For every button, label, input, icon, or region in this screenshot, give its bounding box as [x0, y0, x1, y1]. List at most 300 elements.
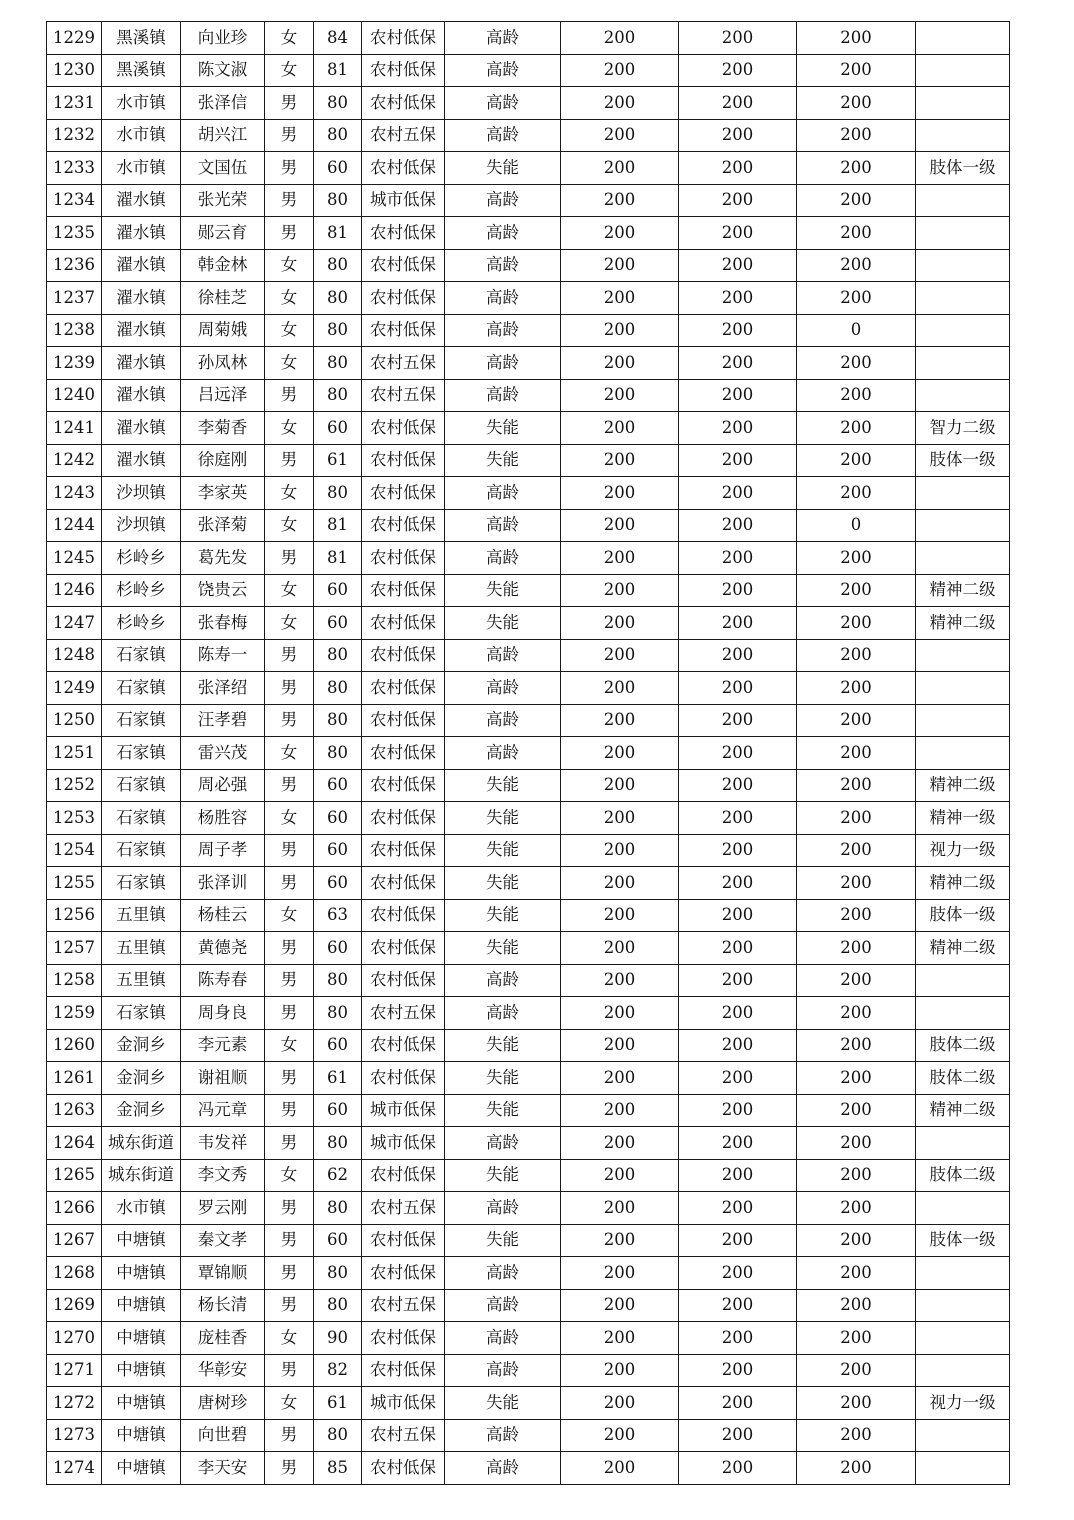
amount-cell-3: 200 — [797, 1094, 916, 1127]
sex-cell: 男 — [265, 1419, 314, 1452]
age-cell: 81 — [314, 217, 362, 250]
town-cell: 沙坝镇 — [102, 509, 181, 542]
amount-cell-3: 200 — [797, 119, 916, 152]
amount-cell-2: 200 — [679, 1094, 797, 1127]
table-row — [47, 1062, 1010, 1095]
row-number-cell: 1268 — [47, 1257, 102, 1290]
table-row — [47, 932, 1010, 965]
subsidy-type-cell: 失能 — [445, 1224, 561, 1257]
subsidy-type-cell: 高龄 — [445, 184, 561, 217]
disability-note-cell — [916, 347, 1010, 380]
town-cell: 城东街道 — [102, 1127, 181, 1160]
name-cell: 张泽训 — [181, 867, 265, 900]
assistance-category-cell: 农村低保 — [362, 1257, 445, 1290]
table-row — [47, 87, 1010, 120]
age-cell: 80 — [314, 1257, 362, 1290]
disability-note-cell — [916, 1452, 1010, 1485]
table-row — [47, 867, 1010, 900]
disability-note-cell — [916, 997, 1010, 1030]
subsidy-type-cell: 高龄 — [445, 217, 561, 250]
amount-cell-1: 200 — [561, 672, 679, 705]
age-cell: 80 — [314, 87, 362, 120]
age-cell: 80 — [314, 672, 362, 705]
name-cell: 雷兴茂 — [181, 737, 265, 770]
sex-cell: 男 — [265, 444, 314, 477]
age-cell: 60 — [314, 834, 362, 867]
amount-cell-1: 200 — [561, 509, 679, 542]
amount-cell-3: 200 — [797, 932, 916, 965]
disability-note-cell — [916, 964, 1010, 997]
amount-cell-1: 200 — [561, 1094, 679, 1127]
table-row — [47, 1192, 1010, 1225]
sex-cell: 女 — [265, 1387, 314, 1420]
amount-cell-2: 200 — [679, 1029, 797, 1062]
age-cell: 60 — [314, 152, 362, 185]
subsidy-type-cell: 高龄 — [445, 477, 561, 510]
assistance-category-cell: 农村低保 — [362, 22, 445, 55]
amount-cell-1: 200 — [561, 1192, 679, 1225]
amount-cell-3: 200 — [797, 899, 916, 932]
amount-cell-3: 200 — [797, 542, 916, 575]
assistance-category-cell: 农村低保 — [362, 1062, 445, 1095]
row-number-cell: 1270 — [47, 1322, 102, 1355]
amount-cell-1: 200 — [561, 899, 679, 932]
assistance-category-cell: 农村低保 — [362, 282, 445, 315]
sex-cell: 男 — [265, 1452, 314, 1485]
age-cell: 80 — [314, 1419, 362, 1452]
town-cell: 石家镇 — [102, 639, 181, 672]
name-cell: 杨桂云 — [181, 899, 265, 932]
row-number-cell: 1241 — [47, 412, 102, 445]
amount-cell-2: 200 — [679, 1257, 797, 1290]
sex-cell: 女 — [265, 22, 314, 55]
name-cell: 陈文淑 — [181, 54, 265, 87]
name-cell: 秦文孝 — [181, 1224, 265, 1257]
amount-cell-1: 200 — [561, 1322, 679, 1355]
row-number-cell: 1231 — [47, 87, 102, 120]
subsidy-type-cell: 失能 — [445, 412, 561, 445]
amount-cell-1: 200 — [561, 932, 679, 965]
amount-cell-1: 200 — [561, 542, 679, 575]
subsidy-type-cell: 高龄 — [445, 997, 561, 1030]
name-cell: 李菊香 — [181, 412, 265, 445]
disability-note-cell — [916, 1354, 1010, 1387]
assistance-category-cell: 农村低保 — [362, 899, 445, 932]
disability-note-cell: 视力一级 — [916, 834, 1010, 867]
subsidy-type-cell: 高龄 — [445, 737, 561, 770]
name-cell: 杨胜容 — [181, 802, 265, 835]
table-row — [47, 217, 1010, 250]
assistance-category-cell: 农村低保 — [362, 867, 445, 900]
age-cell: 60 — [314, 802, 362, 835]
age-cell: 60 — [314, 1224, 362, 1257]
disability-note-cell — [916, 249, 1010, 282]
name-cell: 周身良 — [181, 997, 265, 1030]
row-number-cell: 1236 — [47, 249, 102, 282]
assistance-category-cell: 农村低保 — [362, 607, 445, 640]
disability-note-cell: 精神一级 — [916, 802, 1010, 835]
row-number-cell: 1250 — [47, 704, 102, 737]
table-row — [47, 607, 1010, 640]
amount-cell-1: 200 — [561, 1354, 679, 1387]
row-number-cell: 1247 — [47, 607, 102, 640]
amount-cell-1: 200 — [561, 87, 679, 120]
row-number-cell: 1255 — [47, 867, 102, 900]
sex-cell: 女 — [265, 509, 314, 542]
sex-cell: 女 — [265, 1029, 314, 1062]
assistance-category-cell: 农村低保 — [362, 1224, 445, 1257]
table-row — [47, 574, 1010, 607]
name-cell: 韩金林 — [181, 249, 265, 282]
row-number-cell: 1271 — [47, 1354, 102, 1387]
row-number-cell: 1244 — [47, 509, 102, 542]
amount-cell-2: 200 — [679, 607, 797, 640]
amount-cell-1: 200 — [561, 802, 679, 835]
age-cell: 60 — [314, 574, 362, 607]
row-number-cell: 1269 — [47, 1289, 102, 1322]
amount-cell-3: 200 — [797, 1419, 916, 1452]
disability-note-cell: 肢体一级 — [916, 444, 1010, 477]
sex-cell: 男 — [265, 87, 314, 120]
table-row — [47, 1452, 1010, 1485]
assistance-category-cell: 农村五保 — [362, 379, 445, 412]
table-row — [47, 1127, 1010, 1160]
amount-cell-3: 200 — [797, 1289, 916, 1322]
disability-note-cell — [916, 314, 1010, 347]
town-cell: 五里镇 — [102, 964, 181, 997]
amount-cell-1: 200 — [561, 867, 679, 900]
name-cell: 胡兴江 — [181, 119, 265, 152]
name-cell: 徐桂芝 — [181, 282, 265, 315]
amount-cell-1: 200 — [561, 1419, 679, 1452]
row-number-cell: 1256 — [47, 899, 102, 932]
row-number-cell: 1257 — [47, 932, 102, 965]
name-cell: 李文秀 — [181, 1159, 265, 1192]
subsidy-type-cell: 高龄 — [445, 1322, 561, 1355]
row-number-cell: 1249 — [47, 672, 102, 705]
table-row — [47, 1322, 1010, 1355]
town-cell: 石家镇 — [102, 997, 181, 1030]
assistance-category-cell: 农村低保 — [362, 802, 445, 835]
amount-cell-3: 200 — [797, 54, 916, 87]
amount-cell-3: 200 — [797, 152, 916, 185]
row-number-cell: 1229 — [47, 22, 102, 55]
amount-cell-2: 200 — [679, 802, 797, 835]
table-row — [47, 347, 1010, 380]
sex-cell: 女 — [265, 54, 314, 87]
amount-cell-3: 200 — [797, 1257, 916, 1290]
amount-cell-3: 200 — [797, 574, 916, 607]
row-number-cell: 1274 — [47, 1452, 102, 1485]
amount-cell-1: 200 — [561, 184, 679, 217]
name-cell: 黄德尧 — [181, 932, 265, 965]
disability-note-cell: 肢体一级 — [916, 152, 1010, 185]
subsidy-type-cell: 失能 — [445, 1387, 561, 1420]
amount-cell-3: 200 — [797, 834, 916, 867]
assistance-category-cell: 农村低保 — [362, 672, 445, 705]
row-number-cell: 1234 — [47, 184, 102, 217]
subsidy-type-cell: 高龄 — [445, 672, 561, 705]
row-number-cell: 1263 — [47, 1094, 102, 1127]
disability-note-cell — [916, 737, 1010, 770]
amount-cell-3: 200 — [797, 379, 916, 412]
amount-cell-3: 200 — [797, 1029, 916, 1062]
row-number-cell: 1230 — [47, 54, 102, 87]
assistance-category-cell: 农村低保 — [362, 932, 445, 965]
sex-cell: 男 — [265, 152, 314, 185]
disability-note-cell: 肢体二级 — [916, 1029, 1010, 1062]
sex-cell: 女 — [265, 802, 314, 835]
amount-cell-2: 200 — [679, 1289, 797, 1322]
name-cell: 李家英 — [181, 477, 265, 510]
town-cell: 中塘镇 — [102, 1289, 181, 1322]
amount-cell-2: 200 — [679, 997, 797, 1030]
amount-cell-1: 200 — [561, 444, 679, 477]
amount-cell-1: 200 — [561, 1289, 679, 1322]
amount-cell-1: 200 — [561, 54, 679, 87]
assistance-category-cell: 农村低保 — [362, 87, 445, 120]
subsidy-type-cell: 失能 — [445, 574, 561, 607]
subsidy-type-cell: 失能 — [445, 1159, 561, 1192]
assistance-category-cell: 农村低保 — [362, 509, 445, 542]
assistance-category-cell: 农村低保 — [362, 217, 445, 250]
row-number-cell: 1266 — [47, 1192, 102, 1225]
table-row — [47, 379, 1010, 412]
amount-cell-1: 200 — [561, 704, 679, 737]
disability-note-cell — [916, 1192, 1010, 1225]
amount-cell-2: 200 — [679, 509, 797, 542]
name-cell: 杨长清 — [181, 1289, 265, 1322]
age-cell: 62 — [314, 1159, 362, 1192]
sex-cell: 女 — [265, 1322, 314, 1355]
disability-note-cell: 智力二级 — [916, 412, 1010, 445]
disability-note-cell — [916, 119, 1010, 152]
sex-cell: 女 — [265, 574, 314, 607]
disability-note-cell — [916, 704, 1010, 737]
assistance-category-cell: 城市低保 — [362, 1127, 445, 1160]
assistance-category-cell: 农村低保 — [362, 639, 445, 672]
name-cell: 汪孝碧 — [181, 704, 265, 737]
row-number-cell: 1246 — [47, 574, 102, 607]
row-number-cell: 1258 — [47, 964, 102, 997]
sex-cell: 女 — [265, 314, 314, 347]
row-number-cell: 1238 — [47, 314, 102, 347]
name-cell: 覃锦顺 — [181, 1257, 265, 1290]
amount-cell-2: 200 — [679, 704, 797, 737]
assistance-category-cell: 农村五保 — [362, 119, 445, 152]
sex-cell: 女 — [265, 899, 314, 932]
assistance-category-cell: 农村五保 — [362, 1192, 445, 1225]
subsidy-type-cell: 高龄 — [445, 379, 561, 412]
age-cell: 60 — [314, 1029, 362, 1062]
town-cell: 金洞乡 — [102, 1062, 181, 1095]
table-row — [47, 899, 1010, 932]
age-cell: 80 — [314, 282, 362, 315]
row-number-cell: 1253 — [47, 802, 102, 835]
town-cell: 杉岭乡 — [102, 574, 181, 607]
table-row — [47, 1159, 1010, 1192]
name-cell: 张春梅 — [181, 607, 265, 640]
amount-cell-2: 200 — [679, 1387, 797, 1420]
table-row — [47, 22, 1010, 55]
row-number-cell: 1265 — [47, 1159, 102, 1192]
name-cell: 张光荣 — [181, 184, 265, 217]
assistance-category-cell: 农村低保 — [362, 477, 445, 510]
town-cell: 中塘镇 — [102, 1354, 181, 1387]
table-row — [47, 737, 1010, 770]
amount-cell-2: 200 — [679, 1159, 797, 1192]
table-row — [47, 314, 1010, 347]
amount-cell-3: 200 — [797, 477, 916, 510]
name-cell: 孙凤林 — [181, 347, 265, 380]
name-cell: 吕远泽 — [181, 379, 265, 412]
table-row — [47, 412, 1010, 445]
amount-cell-2: 200 — [679, 477, 797, 510]
name-cell: 周必强 — [181, 769, 265, 802]
age-cell: 82 — [314, 1354, 362, 1387]
sex-cell: 男 — [265, 932, 314, 965]
amount-cell-3: 200 — [797, 867, 916, 900]
sex-cell: 男 — [265, 639, 314, 672]
table-row — [47, 802, 1010, 835]
amount-cell-1: 200 — [561, 1029, 679, 1062]
subsidy-roster-table — [46, 21, 1010, 1485]
amount-cell-1: 200 — [561, 217, 679, 250]
subsidy-type-cell: 高龄 — [445, 964, 561, 997]
row-number-cell: 1251 — [47, 737, 102, 770]
disability-note-cell: 肢体一级 — [916, 1224, 1010, 1257]
subsidy-type-cell: 失能 — [445, 867, 561, 900]
amount-cell-1: 200 — [561, 834, 679, 867]
row-number-cell: 1240 — [47, 379, 102, 412]
amount-cell-3: 200 — [797, 1322, 916, 1355]
age-cell: 80 — [314, 737, 362, 770]
subsidy-type-cell: 失能 — [445, 802, 561, 835]
town-cell: 金洞乡 — [102, 1029, 181, 1062]
sex-cell: 男 — [265, 119, 314, 152]
disability-note-cell: 肢体二级 — [916, 1062, 1010, 1095]
table-row — [47, 1387, 1010, 1420]
town-cell: 杉岭乡 — [102, 607, 181, 640]
amount-cell-3: 200 — [797, 412, 916, 445]
amount-cell-2: 200 — [679, 1062, 797, 1095]
row-number-cell: 1259 — [47, 997, 102, 1030]
subsidy-type-cell: 高龄 — [445, 1452, 561, 1485]
disability-note-cell: 精神二级 — [916, 867, 1010, 900]
amount-cell-1: 200 — [561, 1387, 679, 1420]
age-cell: 90 — [314, 1322, 362, 1355]
name-cell: 周子孝 — [181, 834, 265, 867]
disability-note-cell: 精神二级 — [916, 574, 1010, 607]
assistance-category-cell: 农村五保 — [362, 347, 445, 380]
sex-cell: 男 — [265, 1289, 314, 1322]
disability-note-cell — [916, 1127, 1010, 1160]
amount-cell-3: 200 — [797, 1159, 916, 1192]
subsidy-type-cell: 高龄 — [445, 87, 561, 120]
disability-note-cell: 肢体二级 — [916, 1159, 1010, 1192]
subsidy-type-cell: 失能 — [445, 444, 561, 477]
disability-note-cell — [916, 184, 1010, 217]
assistance-category-cell: 农村低保 — [362, 1354, 445, 1387]
age-cell: 60 — [314, 769, 362, 802]
amount-cell-3: 0 — [797, 314, 916, 347]
town-cell: 濯水镇 — [102, 379, 181, 412]
table-row — [47, 704, 1010, 737]
sex-cell: 男 — [265, 672, 314, 705]
table-row — [47, 54, 1010, 87]
amount-cell-2: 200 — [679, 1224, 797, 1257]
table-row — [47, 477, 1010, 510]
amount-cell-1: 200 — [561, 1127, 679, 1160]
name-cell: 庞桂香 — [181, 1322, 265, 1355]
age-cell: 80 — [314, 1289, 362, 1322]
amount-cell-1: 200 — [561, 22, 679, 55]
table-row — [47, 184, 1010, 217]
amount-cell-2: 200 — [679, 217, 797, 250]
disability-note-cell — [916, 54, 1010, 87]
sex-cell: 男 — [265, 184, 314, 217]
amount-cell-1: 200 — [561, 964, 679, 997]
subsidy-type-cell: 高龄 — [445, 314, 561, 347]
amount-cell-1: 200 — [561, 574, 679, 607]
age-cell: 60 — [314, 607, 362, 640]
row-number-cell: 1267 — [47, 1224, 102, 1257]
age-cell: 84 — [314, 22, 362, 55]
amount-cell-1: 200 — [561, 119, 679, 152]
amount-cell-1: 200 — [561, 412, 679, 445]
subsidy-type-cell: 失能 — [445, 932, 561, 965]
assistance-category-cell: 农村低保 — [362, 412, 445, 445]
amount-cell-2: 200 — [679, 1419, 797, 1452]
amount-cell-1: 200 — [561, 607, 679, 640]
amount-cell-3: 200 — [797, 249, 916, 282]
sex-cell: 男 — [265, 1192, 314, 1225]
table-row — [47, 444, 1010, 477]
sex-cell: 男 — [265, 964, 314, 997]
subsidy-type-cell: 高龄 — [445, 542, 561, 575]
name-cell: 华彰安 — [181, 1354, 265, 1387]
amount-cell-1: 200 — [561, 477, 679, 510]
sex-cell: 女 — [265, 1159, 314, 1192]
row-number-cell: 1237 — [47, 282, 102, 315]
assistance-category-cell: 农村低保 — [362, 834, 445, 867]
amount-cell-3: 200 — [797, 997, 916, 1030]
town-cell: 金洞乡 — [102, 1094, 181, 1127]
assistance-category-cell: 农村低保 — [362, 704, 445, 737]
table-row — [47, 834, 1010, 867]
town-cell: 黑溪镇 — [102, 22, 181, 55]
amount-cell-1: 200 — [561, 639, 679, 672]
age-cell: 60 — [314, 867, 362, 900]
subsidy-type-cell: 高龄 — [445, 282, 561, 315]
row-number-cell: 1239 — [47, 347, 102, 380]
row-number-cell: 1260 — [47, 1029, 102, 1062]
assistance-category-cell: 农村低保 — [362, 737, 445, 770]
subsidy-type-cell: 失能 — [445, 834, 561, 867]
name-cell: 张泽菊 — [181, 509, 265, 542]
disability-note-cell: 精神二级 — [916, 1094, 1010, 1127]
age-cell: 80 — [314, 314, 362, 347]
amount-cell-3: 200 — [797, 1192, 916, 1225]
amount-cell-1: 200 — [561, 1159, 679, 1192]
amount-cell-2: 200 — [679, 444, 797, 477]
table-row — [47, 152, 1010, 185]
disability-note-cell — [916, 87, 1010, 120]
amount-cell-2: 200 — [679, 347, 797, 380]
amount-cell-2: 200 — [679, 152, 797, 185]
amount-cell-1: 200 — [561, 249, 679, 282]
town-cell: 石家镇 — [102, 769, 181, 802]
